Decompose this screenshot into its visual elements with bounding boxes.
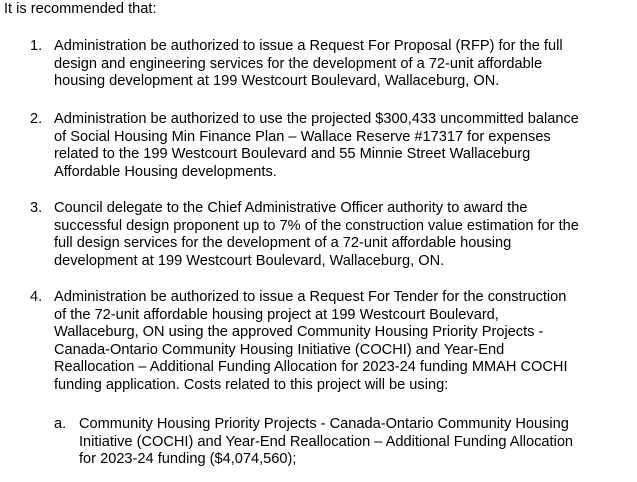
item-number: 2. [30,111,43,127]
item-number: 4. [30,289,43,305]
item-text: Administration be authorized to use the projected $300,433 uncommitted balance of Social Housing Min Finance Plan – Wallace Reserve #17317 for expenses related to the 199 Westcourt Boulevard and 55 Minnie Street Wallaceburg Affordable Housing developments. [54,111,579,180]
subitem-letter: a. [54,416,67,432]
subitem-text: Community Housing Priority Projects - Canada-Ontario Community Housing Initiative (COCHI) and Year-End Reallocation – Additional Funding Allocation for 2023-24 funding ($4,074,560); [79,416,574,468]
item-number: 3. [30,200,43,216]
item-text: Council delegate to the Chief Administrative Officer authority to award the successful design proponent up to 7% of the construction value estimation for the full design services for the development of a 72-unit affordable housing development at 199 Westcourt Boulevard, Wallaceburg, ON. [54,200,579,269]
item-text: Administration be authorized to issue a Request For Proposal (RFP) for the full design and engineering services for the development of a 72-unit affordable housing development at 199 Westcourt Boulevard, Wallaceburg, ON. [54,38,563,90]
item-number: 1. [30,38,43,54]
intro-text: It is recommended that: [4,1,157,17]
item-text: Administration be authorized to issue a Request For Tender for the construction of the 72-unit affordable housing project at 199 Westcourt Boulevard, Wallaceburg, ON using the approved Community Housing Priority Projects - Canada-Ontario Community Housing Initiative (COCHI) and Year-End Reallocation – Additional Funding Allocation for 2023-24 funding MMAH COCHI funding application. Costs related to this project will be using: [54,289,568,393]
